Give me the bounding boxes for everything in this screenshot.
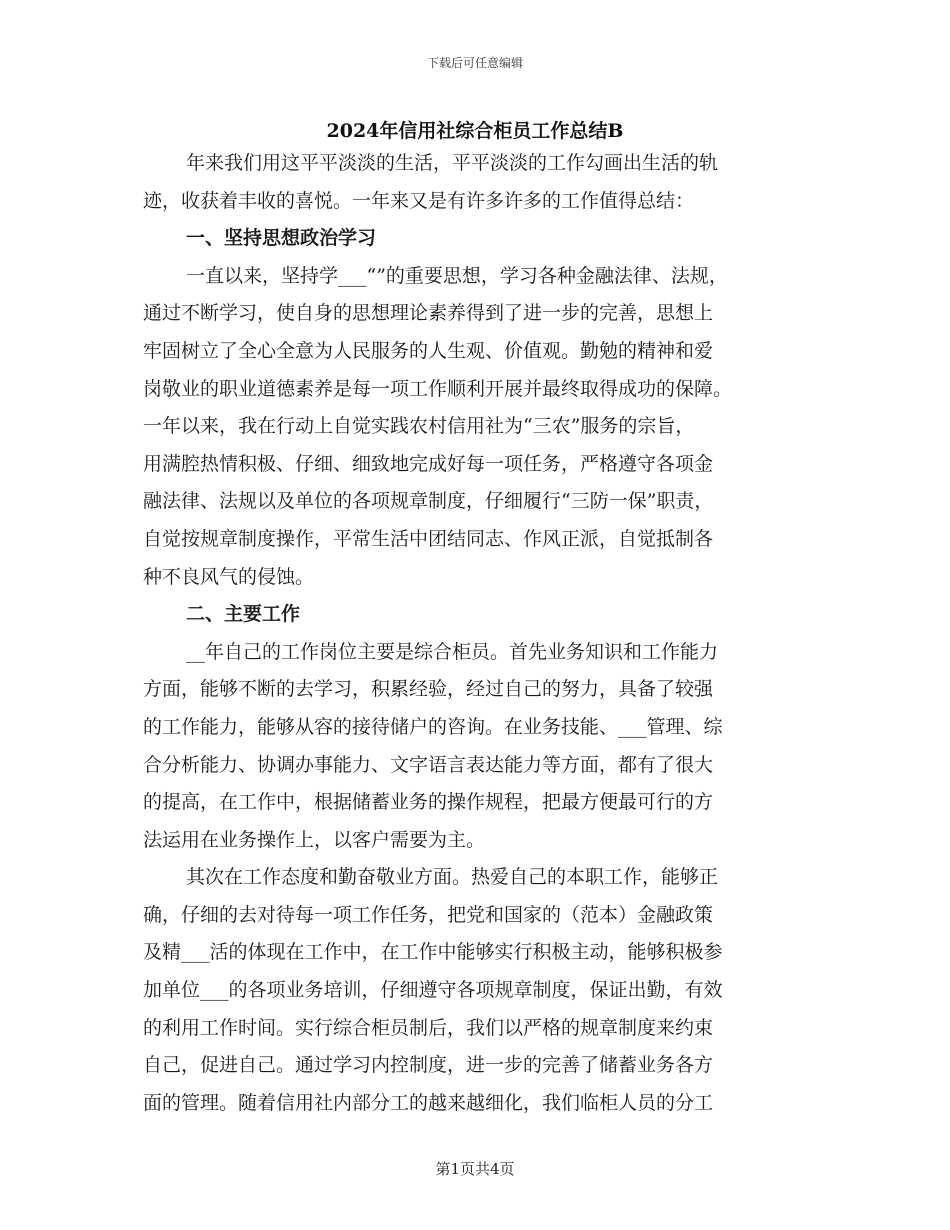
text-line: 一年以来，我在行动上自觉实践农村信用社为“三农”服务的宗旨， bbox=[143, 415, 695, 438]
text-line: 法运用在业务操作上，以客户需要为主。 bbox=[143, 828, 486, 851]
text-line: 年来我们用这平平淡淡的生活，平平淡淡的工作勾画出生活的轨 bbox=[186, 152, 719, 174]
text-line: 面的管理。随着信用社内部分工的越来越细化，我们临柜人员的分工 bbox=[143, 1091, 714, 1114]
section-heading: 一、坚持思想政治学习 bbox=[186, 227, 377, 250]
text-line: 合分析能力、协调办事能力、文字语言表达能力等方面，都有了很大 bbox=[143, 753, 714, 776]
text-line: 种不良风气的侵蚀。 bbox=[143, 565, 315, 588]
text-line: 及精___活的体现在工作中，在工作中能够实行积极主动，能够积极参 bbox=[143, 941, 723, 964]
text-line: 一直以来，坚持学___“”的重要思想，学习各种金融法律、法规， bbox=[186, 264, 728, 287]
text-line: 确，仔细的去对待每一项工作任务，把党和国家的（范本）金融政策 bbox=[143, 903, 714, 926]
section-heading: 二、主要工作 bbox=[186, 603, 301, 626]
text-line: 牢固树立了全心全意为人民服务的人生观、价值观。勤勉的精神和爱 bbox=[143, 339, 714, 362]
text-line: 加单位___的各项业务培训，仔细遵守各项规章制度，保证出勤，有效 bbox=[143, 979, 723, 1002]
text-line: 方面，能够不断的去学习，积累经验，经过自己的努力，具备了较强 bbox=[143, 678, 714, 701]
text-line: 的利用工作时间。实行综合柜员制后，我们以严格的规章制度来约束 bbox=[143, 1016, 714, 1039]
page-header: 下载后可任意编辑 bbox=[426, 56, 523, 70]
text-line: 的提高，在工作中，根据储蓄业务的操作规程，把最方便最可行的方 bbox=[143, 791, 714, 814]
text-line: 迹，收获着丰收的喜悦。一年来又是有许多许多的工作值得总结： bbox=[143, 189, 695, 212]
text-line: 通过不断学习，使自身的思想理论素养得到了进一步的完善，思想上 bbox=[143, 302, 714, 325]
page-footer: 第1页共4页 bbox=[435, 1160, 515, 1178]
text-line: 自觉按规章制度操作，平常生活中团结同志、作风正派，自觉抵制各 bbox=[143, 527, 714, 550]
document-body bbox=[143, 145, 823, 1122]
text-line: 其次在工作态度和勤奋敬业方面。热爱自己的本职工作，能够正 bbox=[186, 866, 719, 889]
text-line: 岗敬业的职业道德素养是每一项工作顺利开展并最终取得成功的保障。 bbox=[143, 377, 733, 400]
text-line: 用满腔热情积极、仔细、细致地完成好每一项任务，严格遵守各项金 bbox=[143, 452, 714, 475]
text-line: 的工作能力，能够从容的接待储户的咨询。在业务技能、___管理、综 bbox=[143, 715, 723, 738]
text-line: 自己，促进自己。通过学习内控制度，进一步的完善了储蓄业务各方 bbox=[143, 1054, 714, 1077]
text-line: 融法律、法规以及单位的各项规章制度，仔细履行“三防一保”职责， bbox=[143, 490, 714, 513]
text-line: __年自己的工作岗位主要是综合柜员。首先业务知识和工作能力 bbox=[186, 640, 719, 663]
document-title: 2024年信用社综合柜员工作总结B bbox=[326, 120, 624, 142]
